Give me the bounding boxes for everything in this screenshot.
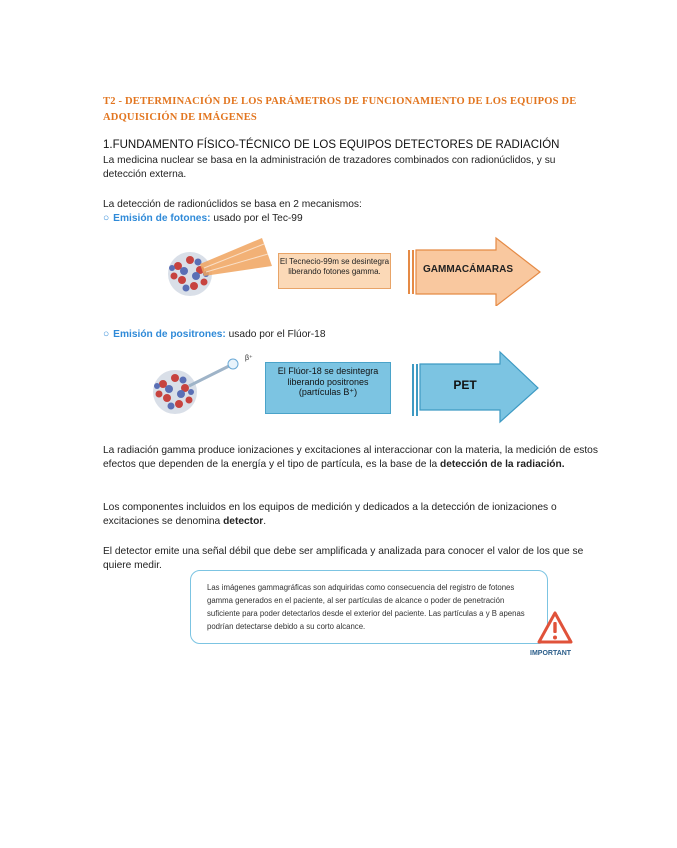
intro-paragraph: La medicina nuclear se basa en la administración de trazadores combinados con radionúclidos, y su detección externa. [103, 155, 556, 180]
bullet-photons-text: usado por el Tec-99 [210, 213, 303, 224]
components-paragraph [103, 501, 598, 529]
bullet-photons-label: Emisión de fotones: [113, 213, 211, 224]
important-badge: IMPORTANT [530, 650, 572, 657]
components-paragraph-text: Los componentes incluidos en los equipos de medición y dedicados a la detección de ionizaciones o excitaciones se denomina [103, 502, 557, 527]
detector-paragraph: El detector emite una señal débil que debe ser amplificada y analizada para conocer el valor de los que se quiere medir. [103, 546, 584, 571]
components-paragraph-bold: detector [223, 516, 264, 527]
bullet-circle-icon: ○ [103, 329, 110, 340]
warning-icon [537, 611, 573, 645]
gamma-paragraph-bold: detección de la radiación. [440, 459, 565, 470]
pet-label: PET [453, 378, 477, 392]
technetium-box: El Tecnecio-99m se desintegra liberando fotones gamma. [278, 253, 391, 289]
beta-label: β⁺ [245, 355, 253, 362]
section-heading: 1.FUNDAMENTO FÍSICO-TÉCNICO DE LOS EQUIPOS DETECTORES DE RADIACIÓN [103, 139, 560, 151]
page-title: T2 - DETERMINACIÓN DE LOS PARÁMETROS DE FUNCIONAMIENTO DE LOS EQUIPOS DE ADQUISICIÓN DE IMÁGENES [103, 96, 577, 123]
bullet-photons [103, 212, 303, 226]
gamma-paragraph-text: La radiación gamma produce ionizaciones y excitaciones al interaccionar con la materia, la medición de estos efectos que dependen de la energía y el tipo de partícula, es la base de la [103, 445, 598, 470]
positron-beam-icon [189, 359, 238, 386]
mechanisms-intro: La detección de radionúclidos se basa en 2 mecanismos: [103, 199, 362, 210]
bullet-positrons-label: Emisión de positrones: [113, 329, 226, 340]
gamma-beam-icon [200, 238, 272, 276]
bullet-circle-icon: ○ [103, 213, 110, 224]
nucleus-icon [153, 370, 197, 414]
bullet-positrons [103, 328, 325, 342]
important-callout [190, 570, 548, 644]
gamma-paragraph [103, 444, 598, 472]
fluorine-box: El Flúor-18 se desintegra liberando positrones (partículas B⁺) [265, 362, 391, 414]
components-paragraph-end: . [263, 516, 267, 527]
gammacamara-label: GAMMACÁMARAS [423, 264, 513, 275]
bullet-positrons-text: usado por el Flúor-18 [225, 329, 326, 340]
callout-text: Las imágenes gammagráficas son adquiridas como consecuencia del registro de fotones gamma generados en el paciente, al ser partículas de alcance o poder de penetración suficiente para poder detectarlos desde el exterior del paciente. Las partículas a y B apenas podrían detectarse debido a su corto alcance. [207, 583, 525, 631]
